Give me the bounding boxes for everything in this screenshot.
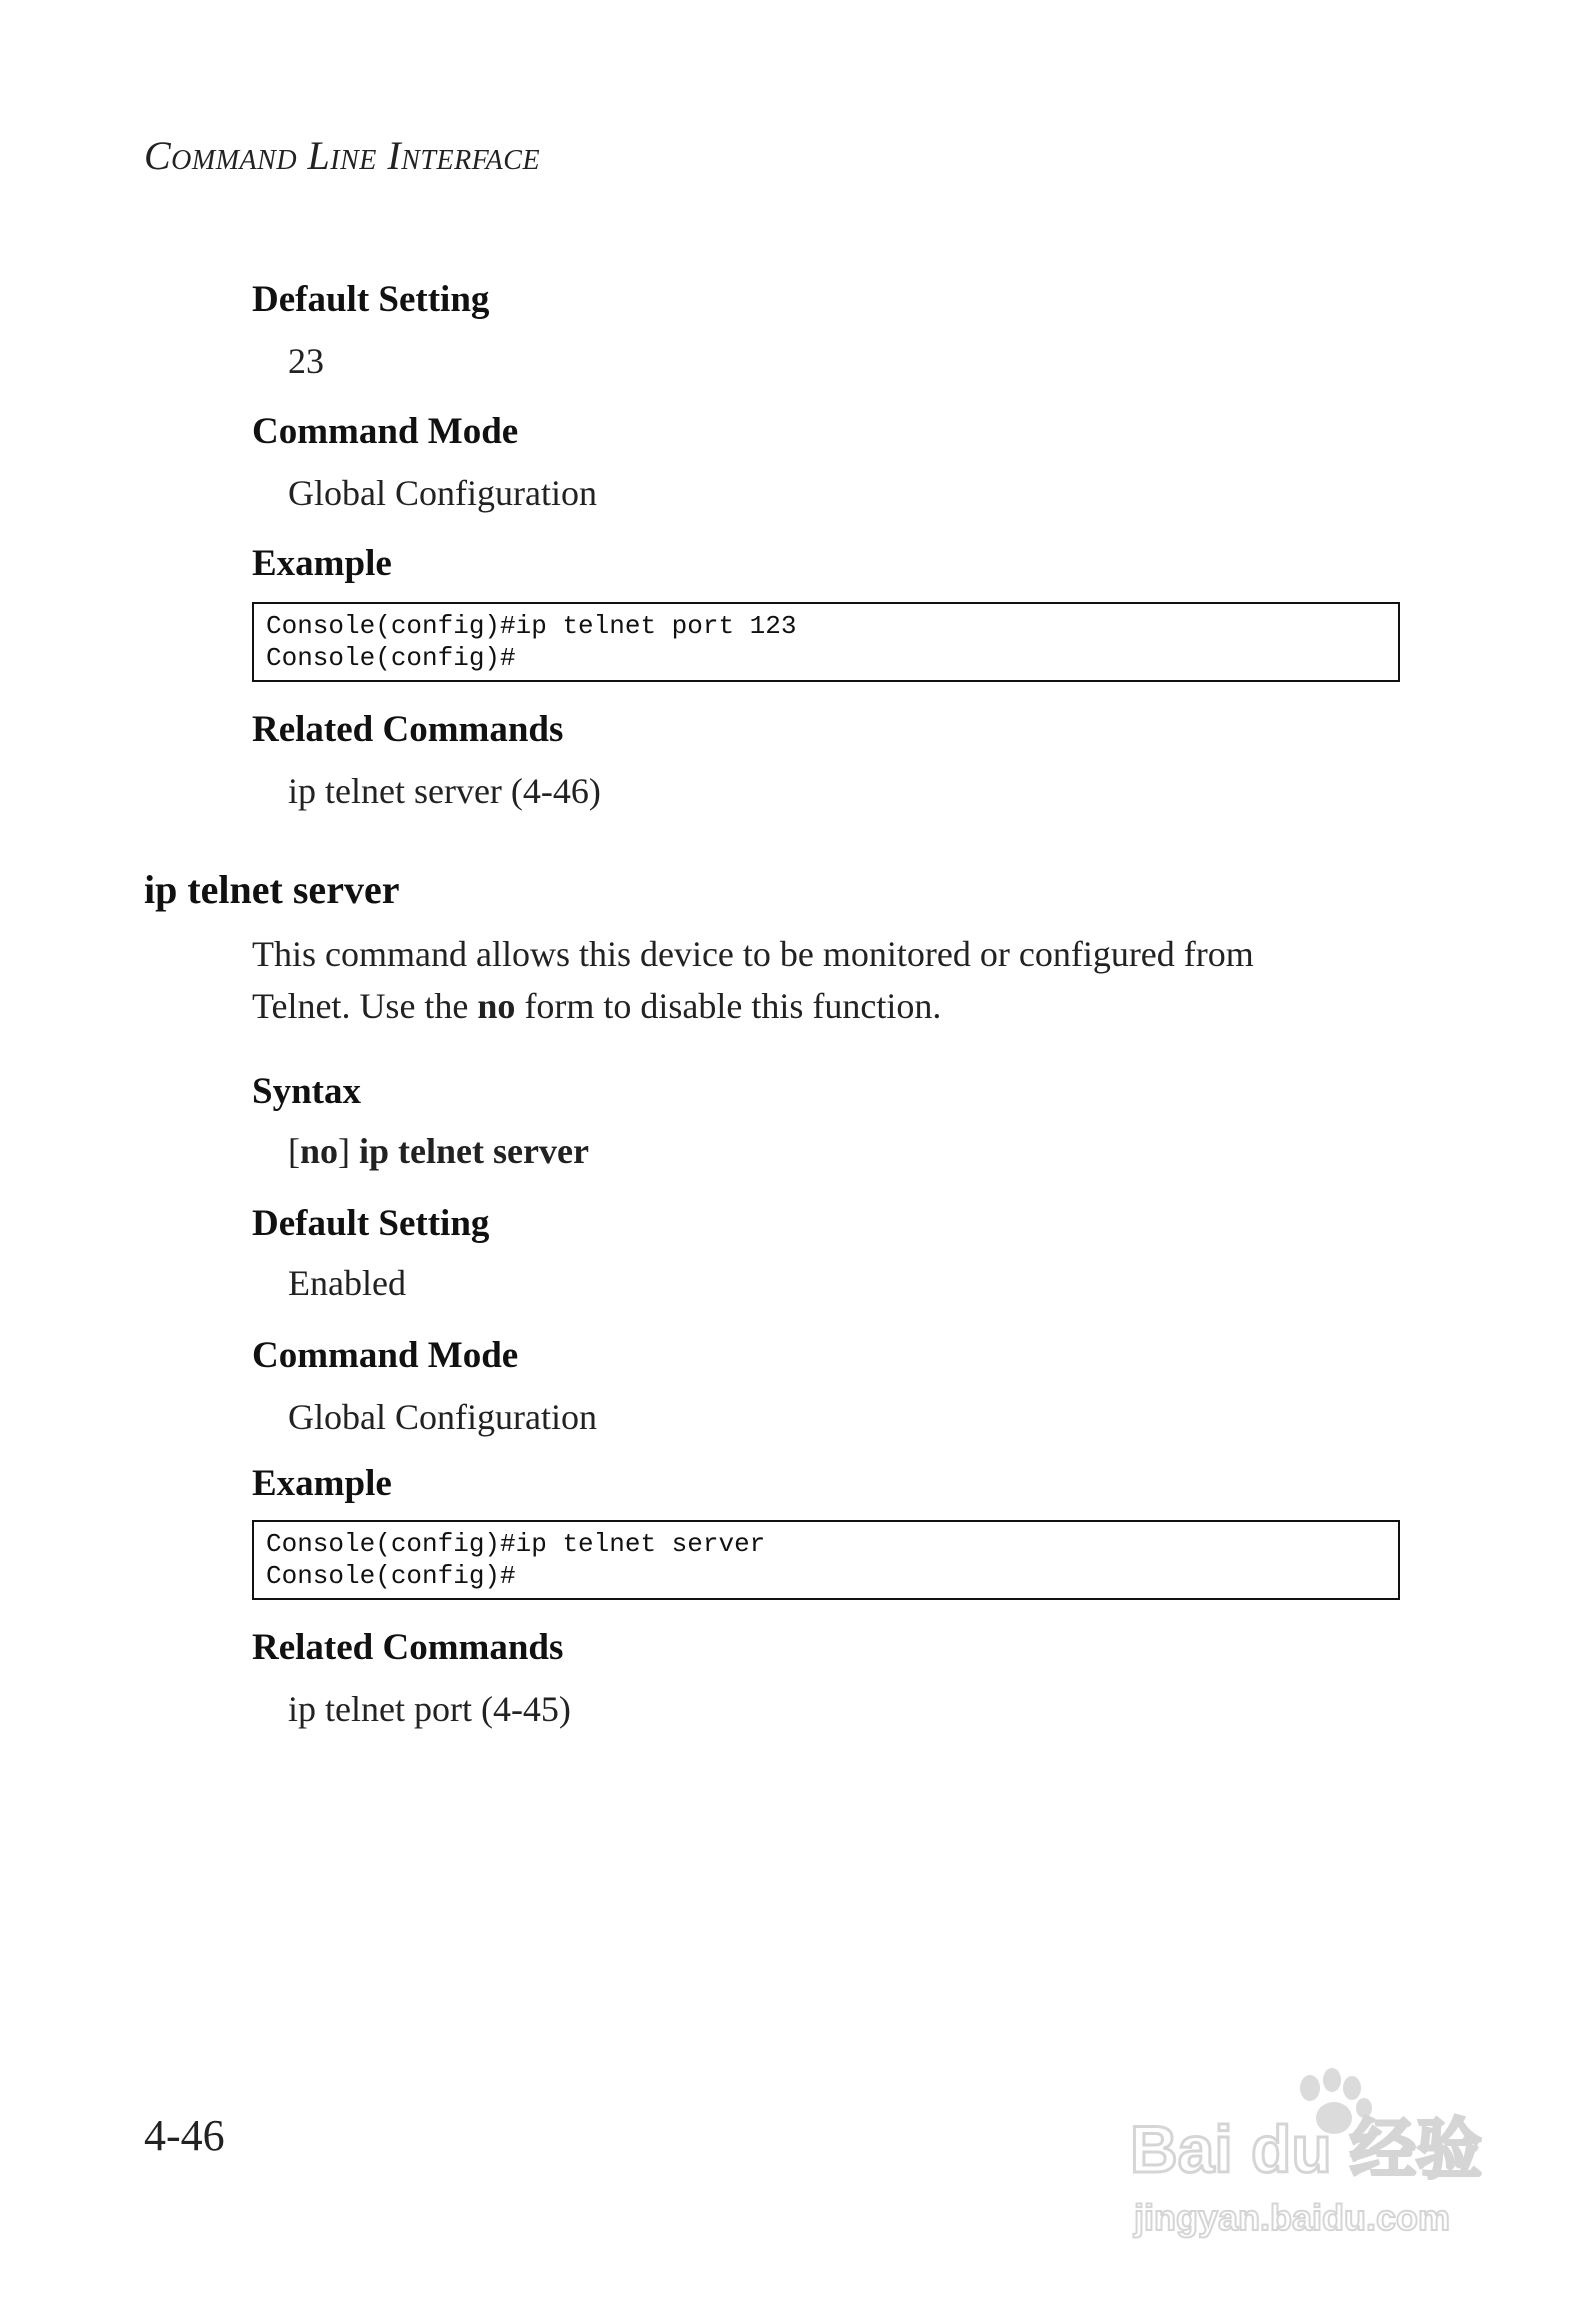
syntax-value xyxy=(288,1130,589,1172)
command-mode-heading: Command Mode xyxy=(252,411,519,452)
code-line: Console(config)# xyxy=(266,1561,516,1591)
syntax-heading: Syntax xyxy=(252,1071,361,1112)
code-line: Console(config)# xyxy=(266,643,516,673)
example-code-box xyxy=(252,1520,1400,1600)
description-line-2 xyxy=(252,980,1422,1032)
related-command-link: ip telnet server (4-46) xyxy=(288,771,601,811)
example-heading: Example xyxy=(252,543,392,584)
syntax-bracket: [ xyxy=(288,1131,300,1171)
command-mode-value: Global Configuration xyxy=(288,473,597,513)
command-mode-heading: Command Mode xyxy=(252,1335,519,1376)
related-commands-heading: Related Commands xyxy=(252,709,564,750)
related-commands-heading: Related Commands xyxy=(252,1627,564,1668)
code-line: Console(config)#ip telnet port 123 xyxy=(266,611,797,641)
description-text: form to disable this function. xyxy=(515,986,942,1026)
watermark-url: jingyan.baidu.com xyxy=(1134,2197,1451,2238)
default-setting-heading: Default Setting xyxy=(252,279,490,320)
syntax-command: ip telnet server xyxy=(359,1131,589,1171)
default-setting-value: 23 xyxy=(288,341,324,381)
syntax-keyword: no xyxy=(300,1131,339,1171)
command-mode-value: Global Configuration xyxy=(288,1397,597,1437)
description-line-1: This command allows this device to be monitored or configured from xyxy=(252,934,1254,974)
command-description xyxy=(252,928,1422,1032)
watermark-brand: Bai du 经验 xyxy=(1130,2112,1483,2186)
page-number: 4-46 xyxy=(144,2111,225,2160)
code-line: Console(config)#ip telnet server xyxy=(266,1529,766,1559)
default-setting-heading: Default Setting xyxy=(252,1203,490,1244)
description-text: Telnet. Use the xyxy=(252,986,478,1026)
baidu-jingyan-watermark xyxy=(1120,2060,1500,2250)
running-header: Command Line Interface xyxy=(144,133,541,178)
related-command-link: ip telnet port (4-45) xyxy=(288,1689,571,1729)
default-setting-value: Enabled xyxy=(288,1263,406,1303)
description-keyword: no xyxy=(477,986,516,1026)
command-title: ip telnet server xyxy=(144,867,400,912)
example-heading: Example xyxy=(252,1463,392,1504)
syntax-bracket: ] xyxy=(338,1131,360,1171)
example-code-box xyxy=(252,602,1400,682)
